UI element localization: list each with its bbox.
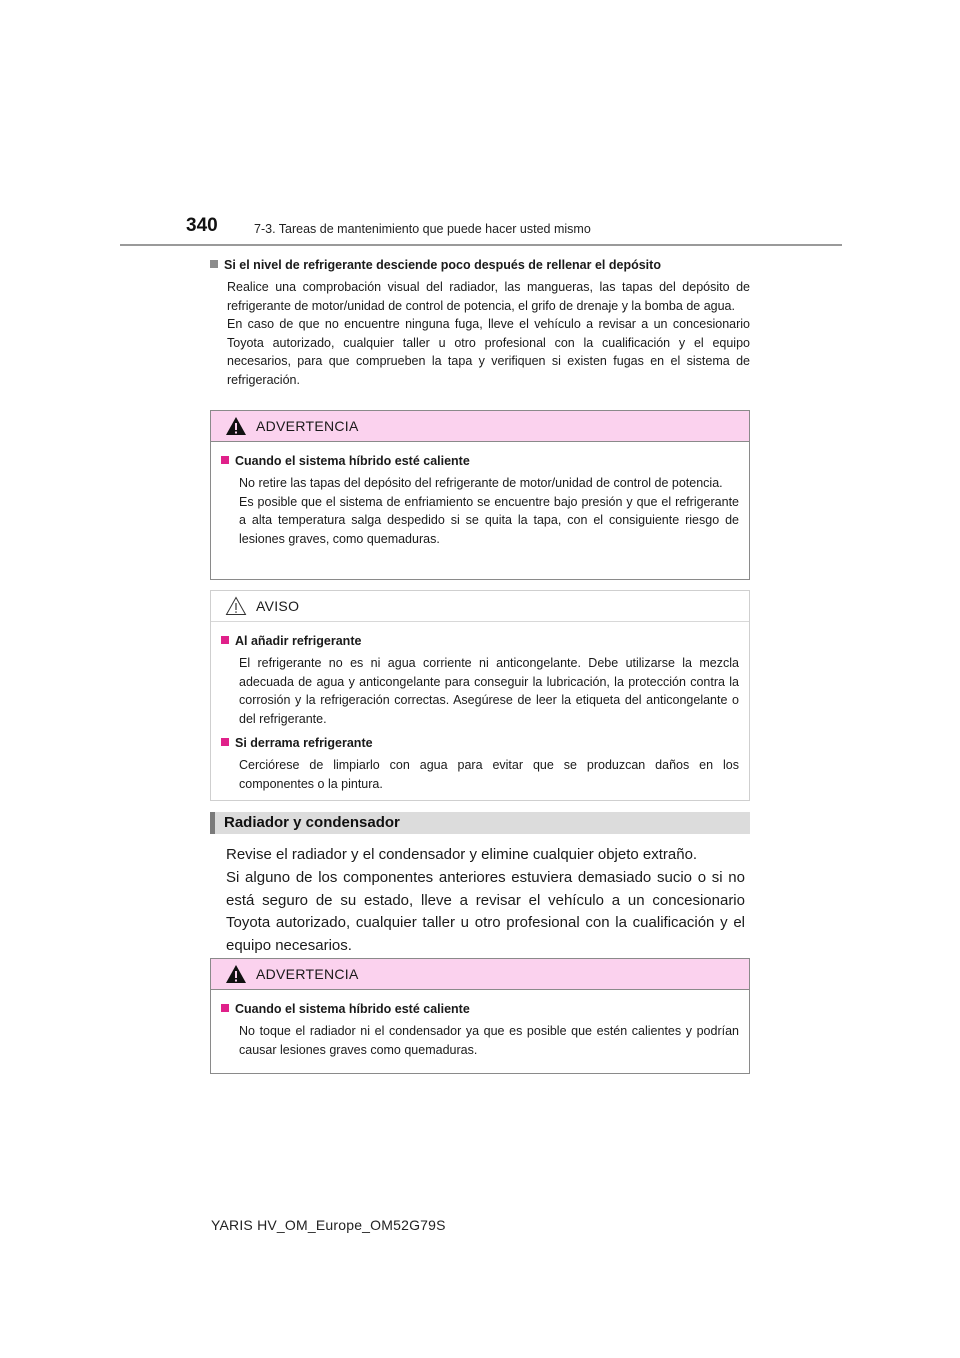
section-heading: [210, 812, 750, 834]
notice-body: [211, 622, 749, 794]
footer-doc-code: YARIS HV_OM_Europe_OM52G79S: [211, 1217, 446, 1233]
square-bullet-icon: [221, 636, 229, 644]
section-heading-label: Radiador y condensador: [224, 814, 400, 831]
section-paragraph: Si alguno de los componentes anteriores estuviera demasiado sucio o si no está seguro de su estado, lleve a revisar el vehículo a un concesionario Toyota autorizado, cualquier taller u otro profesional con la cualificación y el equipo necesarios.: [226, 868, 745, 955]
section-title: 7-3. Tareas de mantenimiento que puede hacer usted mismo: [254, 222, 591, 236]
notice-box: [210, 590, 750, 801]
warning-header: [211, 411, 749, 442]
warning-title: ADVERTENCIA: [256, 966, 359, 982]
intro-paragraph: Realice una comprobación visual del radiador, las mangueras, las tapas del depósito de refrigerante de motor/unidad de control de potencia, el grifo de drenaje y la bomba de agua.: [227, 280, 750, 313]
notice-item-text: Cerciórese de limpiarlo con agua para evitar que se produzcan daños en los componentes o la pintura.: [239, 758, 739, 791]
warning-item-heading: Cuando el sistema híbrido esté caliente: [221, 452, 739, 470]
notice-item-heading: Si derrama refrigerante: [221, 734, 739, 752]
warning-box: [210, 410, 750, 580]
warning-title: ADVERTENCIA: [256, 418, 359, 434]
notice-title: AVISO: [256, 598, 300, 614]
warning-triangle-icon: [225, 416, 247, 436]
section-heading-bar: [210, 812, 215, 834]
caution-triangle-icon: [225, 596, 247, 616]
warning-item: [221, 1000, 739, 1059]
notice-item: [221, 632, 739, 728]
square-bullet-icon: [221, 456, 229, 464]
intro-block: [210, 256, 750, 390]
warning-body: [211, 442, 749, 548]
warning-item: [221, 452, 739, 548]
section-body: [226, 844, 745, 958]
notice-item: [221, 734, 739, 793]
warning-header: [211, 959, 749, 990]
warning-item-text: No retire las tapas del depósito del refrigerante de motor/unidad de control de potencia. Es posible que el sistema de enfriamiento se encuentre bajo presión y que el refrigerante a alta temperatura salga despedido si se quita la tapa, con el consiguiente riesgo de lesiones graves, como quemaduras.: [239, 476, 739, 546]
intro-paragraph: En caso de que no encuentre ninguna fuga, lleve el vehículo a revisar a un concesionario Toyota autorizado, cualquier taller u otro profesional con la cualificación y el equipo necesarios, para que comprueben la tapa y verifiquen si existen fugas en el sistema de refrigeración.: [227, 317, 750, 387]
square-bullet-icon: [221, 738, 229, 746]
warning-box: [210, 958, 750, 1074]
header-divider: [120, 244, 842, 246]
notice-item-text: El refrigerante no es ni agua corriente ni anticongelante. Debe utilizarse la mezcla adecuada de agua y anticongelante para conseguir la lubricación, la protección contra la corrosión y la refrigeración correctas. Asegúrese de leer la etiqueta del anticongelante o del refrigerante.: [239, 656, 739, 726]
page-header: [120, 212, 842, 246]
warning-item-heading: Cuando el sistema híbrido esté caliente: [221, 1000, 739, 1018]
intro-heading: Si el nivel de refrigerante desciende poco después de rellenar el depósito: [210, 256, 750, 274]
intro-body: [227, 278, 750, 390]
notice-header: [211, 591, 749, 622]
warning-item-text: No toque el radiador ni el condensador ya que es posible que estén calientes y podrían causar lesiones graves como quemaduras.: [239, 1024, 739, 1057]
square-bullet-icon: [221, 1004, 229, 1012]
page-number: 340: [186, 215, 218, 236]
notice-item-heading: Al añadir refrigerante: [221, 632, 739, 650]
warning-body: [211, 990, 749, 1059]
square-bullet-icon: [210, 260, 218, 268]
warning-triangle-icon: [225, 964, 247, 984]
section-paragraph: Revise el radiador y el condensador y elimine cualquier objeto extraño.: [226, 846, 698, 863]
